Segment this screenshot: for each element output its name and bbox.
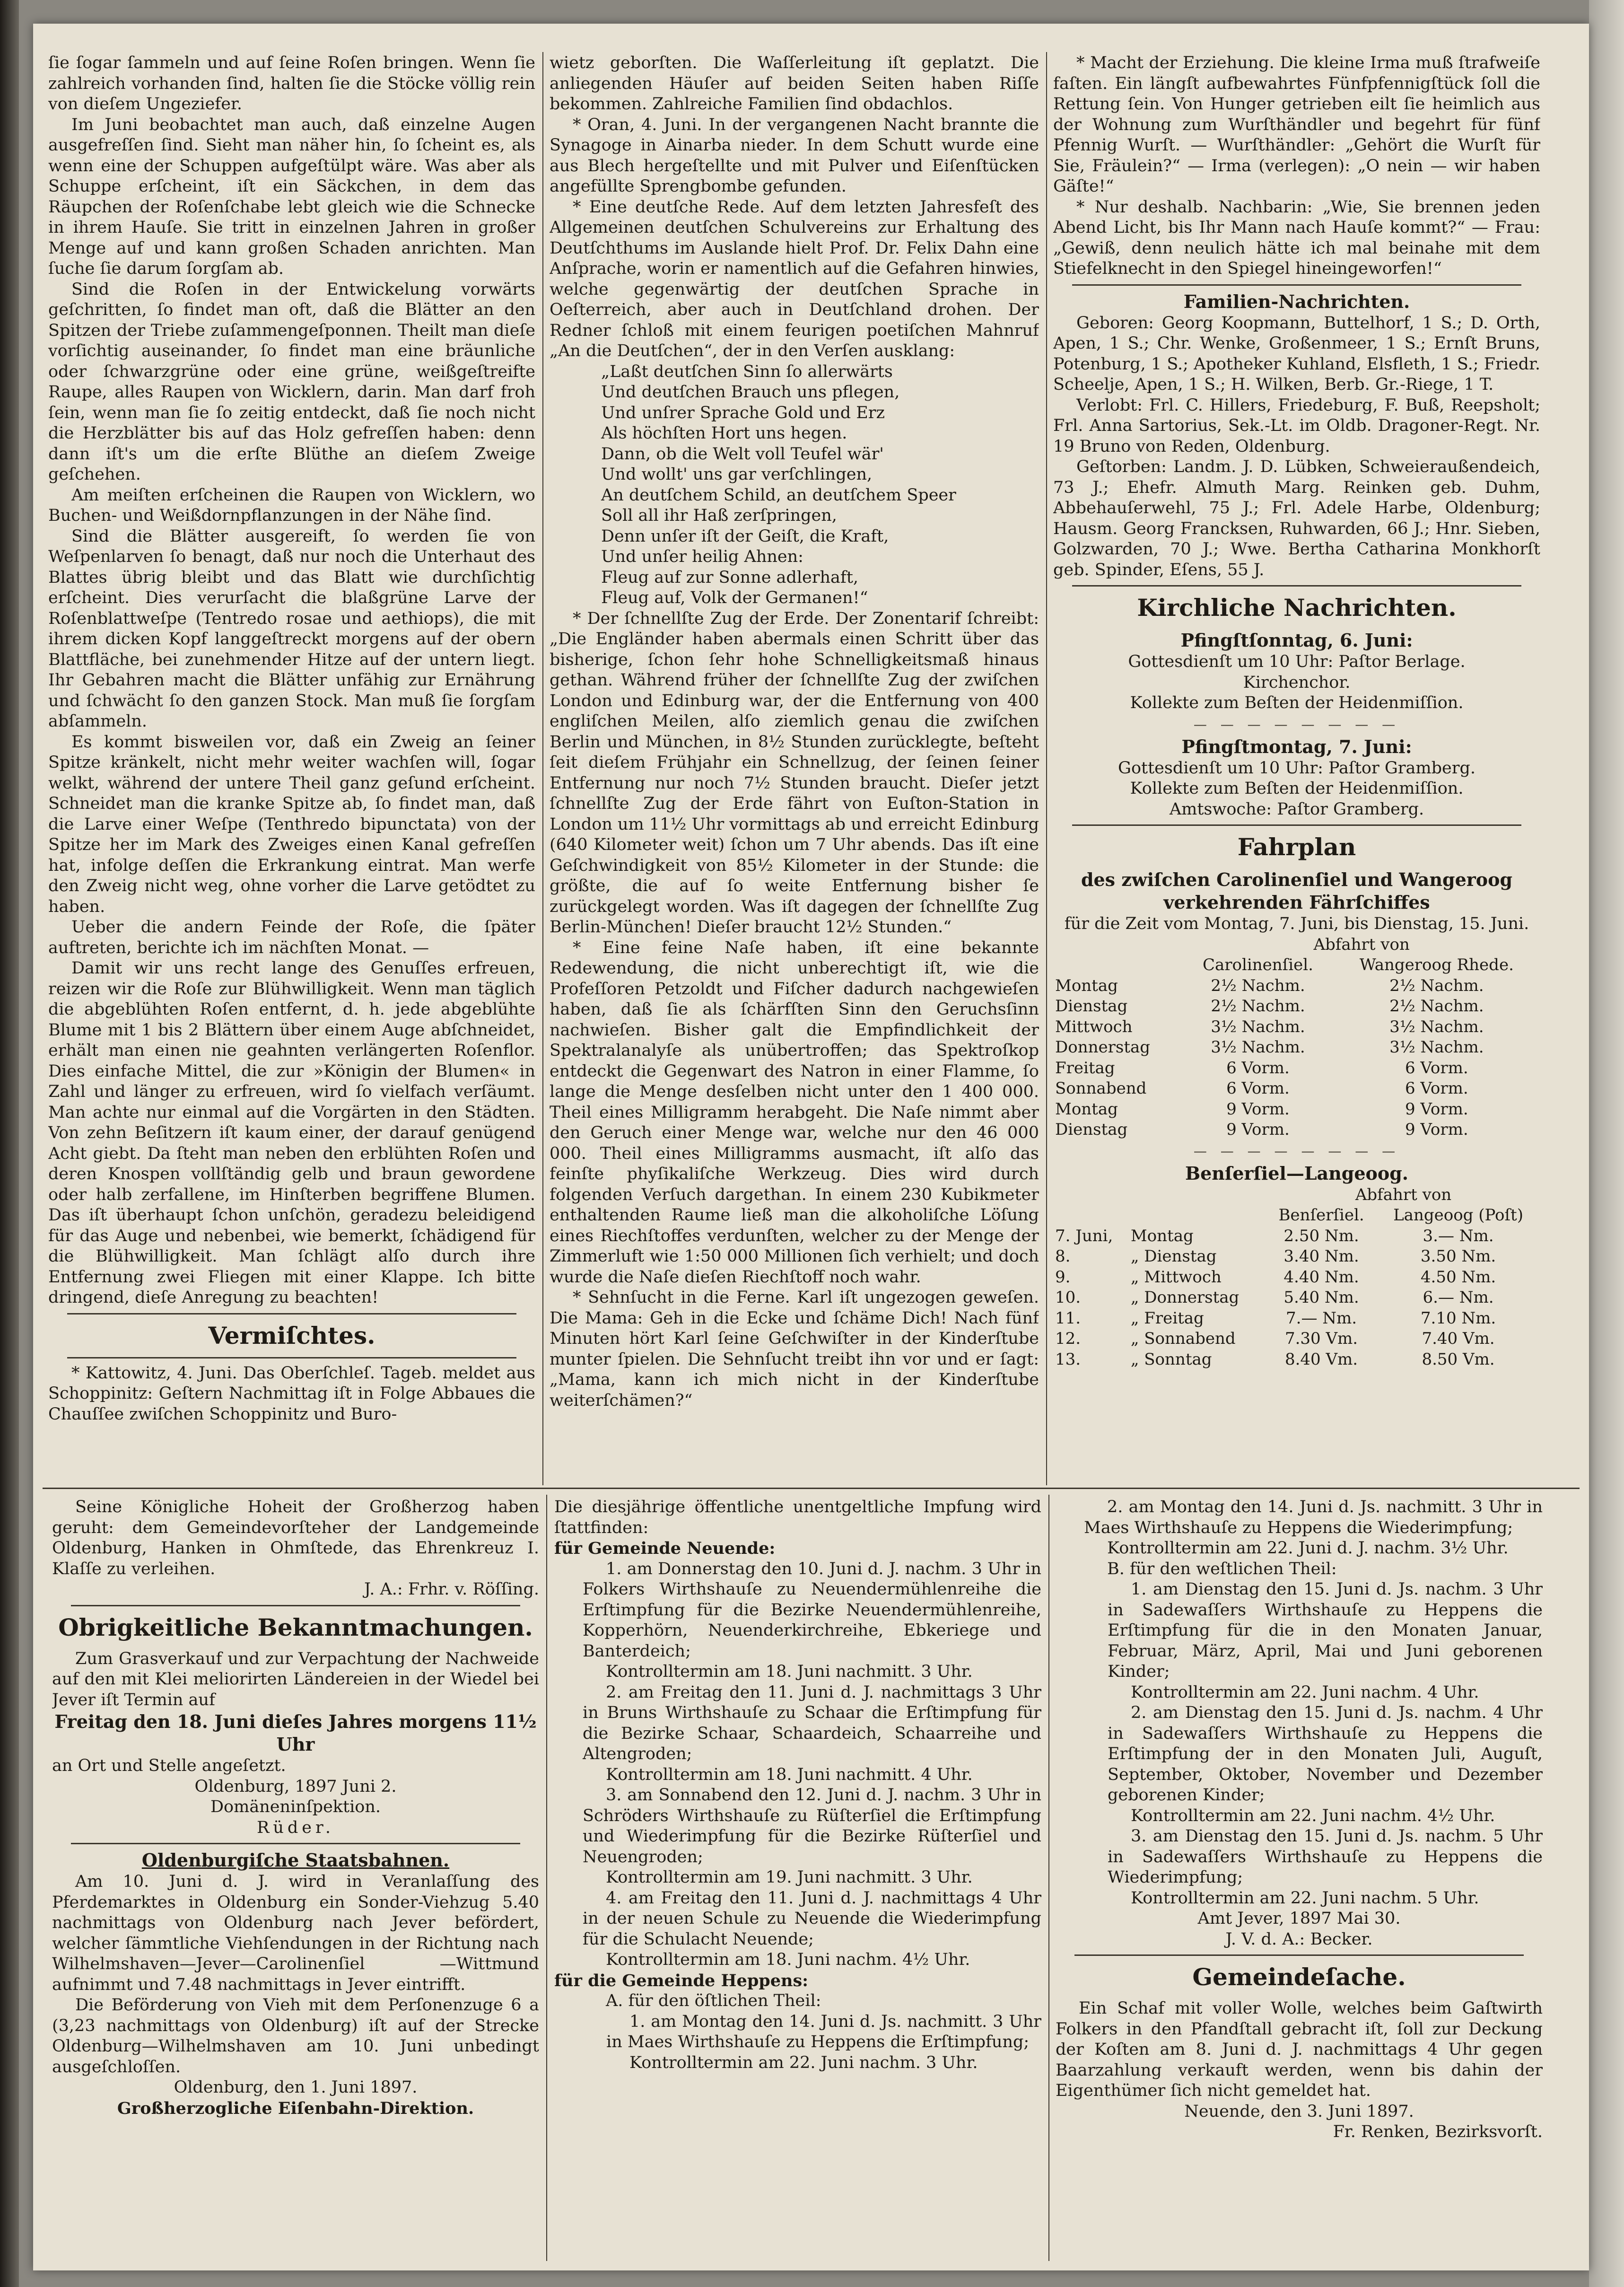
article-paragraph: * Eine deutſche Rede. Auf dem letzten Jahresfeſt des Allgemeinen deutſchen Schulvereins zur Erhaltung des Deutſchthums im Auslande hielt Prof. Dr. Felix Dahn eine Anſprache, worin er namentlich auf die Gefahren hinwies, welche gegenwärtig der deutſchen Sprache in Oeſterreich, aber auch in Deutſchland drohen. Der Redner ſchloß mit einem feurigen poetiſchen Mahnruf „An die Deutſchen“, der in den Verſen ausklang: — [550, 197, 1039, 360]
table-cell: 7.10 Nm. — [1420, 1308, 1496, 1328]
table-header: Abfahrt von — [1313, 935, 1410, 954]
table-cell: 3½ Nachm. — [1389, 1017, 1484, 1036]
article-paragraph: * Oran, 4. Juni. In der vergangenen Nacht brannte die Synagoge in Ainarba nieder. In dem Schutt wurde eine aus Blech hergeſtellte und mit Pulver und Eiſenſtücken angefüllte Sprengbombe gefunden. — [550, 115, 1039, 196]
impfung-item: 1. am Donnerstag den 10. Juni d. J. nachm. 3 Uhr in Folkers Wirthshauſe zu Neuendermühlenreihe die Erſtimpfung für die Bezirke Neuendermühlenreihe, Kopperhörn, Neuenderkirchreihe, Ebkeriege und Banterdeich; — [583, 1559, 1041, 1661]
table-row — [1053, 1099, 1540, 1120]
poem-line: Denn unſer iſt der Geiſt, die Kraft, — [601, 526, 889, 546]
gemeindesache-signature: Fr. Renken, Bezirksvorſt. — [1333, 2122, 1543, 2141]
article-paragraph: * Sehnſucht in die Ferne. Karl iſt ungezogen geweſen. Die Mama: Geh in die Ecke und ſchäme Dich! Nach fünf Minuten hört Karl ſeine Geſchwiſter in der Kinderſtube munter ſpielen. Die Sehnſucht treibt ihn vor und er ſagt: „Mama, kann ich mich nicht in der Kinderſtube weiterſchämen?“ — [550, 1288, 1039, 1410]
familien-gestorben: Geſtorben: Landm. J. D. Lübken, Schweieraußendeich, 73 J.; Ehefr. Almuth Marg. Reinken geb. Duhm, Abbehauſerwehl, 75 J.; Frl. Adele Harbe, Oldenburg; Hausm. Georg Francksen, Ruhwarden, 66 J.; Hnr. Sieben, Golzwarden, 70 J.; Wwe. Bertha Catharina Monkhorſt geb. Spinder, Eſens, 55 J. — [1053, 457, 1540, 579]
table-cell: 3½ Nachm. — [1211, 1017, 1305, 1036]
table-cell: 4.40 Nm. — [1283, 1267, 1359, 1287]
column-2 — [550, 53, 1039, 1479]
kontrolltermin: Kontrolltermin am 18. Juni nachmitt. 3 Uhr. — [606, 1662, 973, 1681]
table-row — [1053, 1226, 1540, 1247]
kontrolltermin: Kontrolltermin am 18. Juni nachm. 4½ Uhr. — [606, 1950, 970, 1969]
impfung-item: 3. am Dienstag den 15. Juni d. Js. nachm. 5 Uhr in Sadewaſſers Wirthshauſe zu Heppens die Wiederimpfung; — [1108, 1827, 1543, 1887]
bottom-column-3 — [1056, 1497, 1543, 2263]
table-cell: „ Freitag — [1130, 1308, 1204, 1328]
table-cell: 7.40 Vm. — [1422, 1329, 1495, 1348]
table-row — [1053, 1349, 1540, 1370]
table-cell: Freitag — [1055, 1058, 1115, 1078]
impfung-item: 3. am Sonnabend den 12. Juni d. J. nachm. 3 Uhr in Schröders Wirthshauſe zu Rüſterſiel die Erſtimpfung und Wiederimpfung für die Bezirke Rüſterſiel und Neuengroden; — [583, 1786, 1041, 1866]
impfung-item: 1. am Montag den 14. Juni d. Js. nachmitt. 3 Uhr in Maes Wirthshauſe zu Heppens die Erſtimpfung; — [606, 2012, 1041, 2051]
kontrolltermin: Kontrolltermin am 22. Juni d. J. nachm. 3½ Uhr. — [1107, 1539, 1509, 1558]
newspaper-page — [33, 24, 1589, 2270]
kontrolltermin: Kontrolltermin am 22. Juni nachm. 4½ Uhr. — [1131, 1806, 1495, 1825]
notice-signature: Großherzogliche Eiſenbahn-Direktion. — [117, 2098, 474, 2118]
poem-line: Und unſer heilig Ahnen: — [601, 547, 803, 566]
fahrplan-subtitle: des zwiſchen Carolinenſiel und Wangeroog verkehrenden Fährſchiffes — [1081, 869, 1513, 913]
table-cell: 9 Vorm. — [1226, 1120, 1290, 1139]
impfung-item: 2. am Montag den 14. Juni d. Js. nachmitt. 3 Uhr in Maes Wirthshauſe zu Heppens die Wiederimpfung; — [1084, 1498, 1543, 1537]
impfung-item: 2. am Dienstag den 15. Juni d. Js. nachm. 4 Uhr in Sadewaſſers Wirthshauſe zu Heppens die Erſtimpfung der in den Monaten Juli, Auguſt, September, Oktober, November und Dezember geborenen Kinder; — [1108, 1703, 1543, 1805]
table-row — [1053, 1120, 1540, 1140]
gemeindesache-heading: Gemeindeſache. — [1192, 1963, 1406, 1991]
table-row — [1053, 1017, 1540, 1038]
gemeinde-neuende-heading: für Gemeinde Neuende: — [554, 1539, 776, 1558]
column-rule — [546, 1495, 547, 2261]
royal-notice-signature: J. A.: Frhr. v. Röſſing. — [364, 1580, 539, 1599]
article-paragraph: Sind die Blätter ausgereift, ſo werden ſie von Weſpenlarven ſo benagt, daß nur noch die Unterhaut des Blattes übrig bleibt und das Blatt wie durchſichtig erſcheint. Dies verurſacht die blaßgrüne Larve der Roſenblattweſpe (Tentredo rosae und aethiops), die mit ihrem dicken Kopf langgeſtreckt morgens auf der obern Blattfläche, bei zunehmender Hitze auf der untern liegt. Ihr Gebahren macht die Blätter unfähig zur Ernährung und ſchwächt ſo den ganzen Stock. Man muß ſie ſorgſam abſammeln. — [48, 526, 535, 731]
table-header: Langeoog (Poſt) — [1393, 1206, 1523, 1225]
table-row — [1053, 1078, 1540, 1099]
table-cell: „ Mittwoch — [1130, 1267, 1222, 1287]
bensersiel-schedule-table — [1053, 1185, 1540, 1370]
service-line: Gottesdienſt um 10 Uhr: Paſtor Berlage. — [1128, 652, 1466, 671]
table-row — [1053, 1037, 1540, 1058]
familien-verlobt: Verlobt: Frl. C. Hillers, Friedeburg, F. Buß, Reepsholt; Frl. Anna Sartorius, Sek.-Lt. im Oldb. Dragoner-Regt. Nr. 19 Bruno von Reden, Oldenburg. — [1053, 395, 1540, 456]
notice-date: Freitag den 18. Juni dieſes Jahres morgens 11½ Uhr — [54, 1711, 537, 1755]
bottom-column-1 — [52, 1497, 539, 2263]
table-cell: 3.40 Nm. — [1283, 1247, 1359, 1266]
article-paragraph: wietz geborſten. Die Waſſerleitung iſt geplatzt. Die anliegenden Häuſer auf beiden Seiten haben Riſſe bekommen. Zahlreiche Familien ſind obdachlos. — [550, 53, 1039, 114]
page-edge — [1589, 0, 1624, 2287]
service-line: Gottesdienſt um 10 Uhr: Paſtor Gramberg. — [1118, 758, 1476, 778]
table-cell: 8. — [1055, 1247, 1071, 1266]
pfingstsonntag-heading: Pfingſtſonntag, 6. Juni: — [1180, 630, 1413, 651]
table-header: Carolinenſiel. — [1202, 955, 1313, 974]
article-paragraph: ſie ſogar ſammeln und auf ſeine Roſen bringen. Wenn ſie zahlreich vorhanden ſind, halten ſie die Stöcke völlig rein von dieſem Ungeziefer. — [48, 53, 535, 114]
divider-dashes: — — — — — — — — — [1193, 716, 1400, 732]
gemeinde-heppens-heading: für die Gemeinde Heppens: — [554, 1971, 809, 1990]
table-cell: „ Donnerstag — [1130, 1288, 1240, 1307]
kontrolltermin: Kontrolltermin am 22. Juni nachm. 4 Uhr. — [1131, 1682, 1479, 1702]
vermischtes-heading: Vermiſchtes. — [208, 1321, 375, 1349]
table-cell: 13. — [1055, 1349, 1081, 1369]
kontrolltermin: Kontrolltermin am 19. Juni nachmitt. 3 Uhr. — [606, 1868, 973, 1887]
notice-office: Domäneninſpektion. — [210, 1797, 381, 1816]
fahrplan-heading: Fahrplan — [1237, 833, 1356, 861]
table-row — [1053, 1058, 1540, 1079]
article-paragraph: Sind die Roſen in der Entwickelung vorwärts geſchritten, ſo findet man oft, daß die Blätter an den Spitzen der Triebe zuſammengeſponnen. Theilt man dieſe vorſichtig auseinander, ſo findet man eine bräunliche oder ſchwarzgrüne oder eine grüne, weißgeſtreifte Raupe, alles Raupen von Wicklern, darin. Man darf froh ſein, wenn man ſie ſo zeitig entdeckt, daß ſie noch nicht die Herzblätter bis auf das Holz gefreſſen haben: denn dann iſt's um die erſte Blüthe an dieſem Zweige geſchehen. — [48, 280, 535, 484]
table-cell: 4.50 Nm. — [1420, 1267, 1496, 1287]
notice-city: Oldenburg, 1897 Juni 2. — [194, 1777, 397, 1796]
notice-place: an Ort und Stelle angeſetzt. — [52, 1756, 286, 1775]
impfung-item: 4. am Freitag den 11. Juni d. J. nachmittags 4 Uhr in der neuen Schule zu Neuende die Wiederimpfung für die Schulacht Neuende; — [583, 1888, 1041, 1949]
table-cell: 6 Vorm. — [1226, 1079, 1290, 1098]
section-divider — [1072, 284, 1521, 286]
table-row — [1053, 1246, 1540, 1267]
table-cell: 12. — [1055, 1329, 1081, 1348]
column-rule — [1046, 52, 1047, 1485]
table-cell: 9. — [1055, 1267, 1071, 1287]
poem-line: Und wollt' uns gar verſchlingen, — [601, 465, 873, 484]
kontrolltermin: Kontrolltermin am 22. Juni nachm. 3 Uhr. — [629, 2053, 978, 2072]
amt-signature: J. V. d. A.: Becker. — [1225, 1929, 1373, 1949]
table-cell: 7.— Nm. — [1286, 1308, 1357, 1328]
table-cell: 9 Vorm. — [1405, 1120, 1468, 1139]
table-cell: 7. Juni, — [1055, 1226, 1113, 1245]
section-divider — [1072, 824, 1521, 826]
impfung-item: 1. am Dienstag den 15. Juni d. Js. nachm. 3 Uhr in Sadewaſſers Wirthshauſe zu Heppens die Erſtimpfung für die in den Monaten Januar, Februar, März, April, Mai und Juni geborenen Kinder; — [1108, 1580, 1543, 1681]
gemeindesache-date: Neuende, den 3. Juni 1897. — [1184, 2102, 1414, 2121]
pfingstmontag-heading: Pfingſtmontag, 7. Juni: — [1181, 736, 1412, 757]
familien-heading: Familien-Nachrichten. — [1183, 290, 1410, 312]
table-cell: 2½ Nachm. — [1211, 997, 1305, 1016]
poem-line: Fleug auf zur Sonne adlerhaft, — [601, 568, 859, 587]
article-paragraph: Damit wir uns recht lange des Genuſſes erfreuen, reizen wir die Roſe zur Blühwilligkeit. Wenn man täglich die abgeblühten Roſen entfernt, d. h. jede abgeblühte Blume mit 1 bis 2 Blättern über einem Auge abſchneidet, erhält man einen nie geahnten verlängerten Roſenflor. Dies einfache Mittel, die zur »Königin der Blumen« in Zahl und länger zu erfreuen, wird ſo vielfach verſäumt. Man achte nur einmal auf die Vorgärten in den Städten. Von zehn Beſitzern iſt kaum einer, der darauf genügend Acht giebt. Da ſteht man neben den erblühten Roſen und deren Knospen vollſtändig gelb und braun gewordene oder halb zerfallene, im Hinſterben begriffene Blumen. Das iſt überhaupt ſchon unſchön, geradezu beleidigend für das Auge und nebenbei, wie bemerkt, ſchädigend für die Blühwilligkeit. Man ſchlägt alſo durch ihre Entfernung zwei Fliegen mit einer Klappe. Ich bitte dringend, dieſe Anregung zu beachten! — [48, 959, 535, 1307]
service-line: Amtswoche: Paſtor Gramberg. — [1169, 799, 1424, 819]
table-cell: Montag — [1055, 1099, 1118, 1119]
table-header: Benſerſiel. — [1278, 1206, 1364, 1225]
table-cell: Montag — [1130, 1226, 1194, 1245]
gemeindesache-text: Ein Schaf mit voller Wolle, welches beim Gaſtwirth Folkers in den Pfandſtall gebracht iſt, ſoll zur Deckung der Koſten am 8. Juni d. J. nachmittags 4 Uhr gegen Baarzahlung verkauft werden, wenn bis dahin der Eigenthümer ſich nicht gemeldet hat. — [1056, 1999, 1543, 2100]
poem-line: Dann, ob die Welt voll Teufel wär' — [601, 444, 884, 464]
section-divider — [1074, 1954, 1524, 1956]
table-row — [1053, 1308, 1540, 1329]
poem-line: Und deutſchen Brauch uns pflegen, — [601, 383, 900, 402]
table-cell: „ Dienstag — [1130, 1247, 1217, 1266]
article-paragraph: * Nur deshalb. Nachbarin: „Wie, Sie brennen jeden Abend Licht, bis Ihr Mann nach Hauſe kommt?“ — Frau: „Gewiß, denn neulich hätte ich mal beinahe mit dem Stiefelknecht in den Spiegel hineingeworfen!“ — [1053, 197, 1540, 278]
table-cell: 6 Vorm. — [1405, 1058, 1468, 1078]
poem — [550, 362, 1039, 609]
notice-name: Rüder. — [256, 1818, 335, 1837]
table-cell: 6 Vorm. — [1226, 1058, 1290, 1078]
divider-dashes: — — — — — — — — — [1193, 1143, 1400, 1159]
kirchliche-heading: Kirchliche Nachrichten. — [1137, 594, 1457, 622]
section-divider — [71, 1843, 520, 1844]
article-paragraph: Im Juni beobachtet man auch, daß einzelne Augen ausgefreſſen ſind. Sieht man näher hin, ſo ſcheint es, als wenn eine der Schuppen aufgeſtülpt wäre. Was aber als Schuppe erſcheint, iſt ein Säckchen, in dem das Räupchen der Roſenſchabe lebt gleich wie die Schnecke in ihrem Hauſe. Sie tritt in einzelnen Jahren in großer Menge auf und kann großen Schaden anrichten. Man ſuche ſie darum ſorgſam ab. — [48, 115, 535, 278]
poem-line: Fleug auf, Volk der Germanen!“ — [601, 588, 868, 607]
section-divider — [71, 1605, 520, 1606]
book-binding — [0, 0, 19, 2287]
table-row — [1053, 1288, 1540, 1308]
impfung-intro: Die diesjährige öffentliche unentgeltliche Impfung wird ſtattfinden: — [554, 1498, 1041, 1537]
column-3 — [1053, 53, 1540, 1479]
table-cell: 2½ Nachm. — [1389, 976, 1484, 995]
table-cell: 3½ Nachm. — [1389, 1038, 1484, 1057]
column-rule — [542, 52, 543, 1485]
table-cell: 7.30 Vm. — [1284, 1329, 1358, 1348]
table-cell: 3½ Nachm. — [1211, 1038, 1305, 1057]
section-divider — [67, 1357, 516, 1358]
poem-line: Soll all ihr Haß zerſpringen, — [601, 506, 837, 525]
table-header: Wangeroog Rhede. — [1359, 955, 1514, 974]
table-cell: 6 Vorm. — [1405, 1079, 1468, 1098]
table-cell: 9 Vorm. — [1226, 1099, 1290, 1119]
column-rule — [1048, 1495, 1049, 2261]
obrigkeitliche-heading: Obrigkeitliche Bekanntmachungen. — [58, 1613, 533, 1641]
royal-notice: Seine Königliche Hoheit der Großherzog haben geruht: dem Gemeindevorſteher der Landgemeinde Oldenburg, Hanken in Ohmſtede, das Ehrenkreuz I. Klaſſe zu verleihen. — [52, 1498, 539, 1578]
table-cell: 2½ Nachm. — [1389, 997, 1484, 1016]
table-row — [1053, 976, 1540, 997]
service-line: Kollekte zum Beſten der Heidenmiſſion. — [1130, 779, 1464, 798]
notice-text: Am 10. Juni d. J. wird in Veranlaſſung des Pferdemarktes in Oldenburg ein Sonder-Viehzug 5.40 nachmittags von Oldenburg nach Jever befördert, welcher ſämmtliche Viehſendungen in der Richtung nach Wilhelmshaven—Jever—Carolinenſiel —Wittmund aufnimmt und 7.48 nachmittags in Jever eintrifft. — [52, 1872, 539, 1994]
poem-line: Als höchſten Hort uns hegen. — [601, 424, 847, 443]
table-cell: 11. — [1055, 1308, 1081, 1328]
bensersiel-heading: Benſerſiel—Langeoog. — [1185, 1162, 1409, 1184]
article-paragraph: Ueber die andern Feinde der Roſe, die ſpäter auftreten, berichte ich im nächſten Monat. — — [48, 918, 535, 957]
table-cell: 3.50 Nm. — [1420, 1247, 1496, 1266]
poem-line: „Laßt deutſchen Sinn ſo allerwärts — [601, 362, 893, 381]
table-cell: Montag — [1055, 976, 1118, 995]
service-line: Kollekte zum Beſten der Heidenmiſſion. — [1130, 693, 1464, 712]
table-cell: „ Sonnabend — [1130, 1329, 1236, 1348]
notice-text: Zum Grasverkauf und zur Verpachtung der Nachweide auf den mit Klei meliorirten Ländereien in der Wiedel bei Jever iſt Termin auf — [52, 1649, 539, 1709]
column-1 — [48, 53, 535, 1479]
table-cell: Mittwoch — [1055, 1017, 1133, 1036]
table-cell: 9 Vorm. — [1405, 1099, 1468, 1119]
heppens-east-heading: A. für den öſtlichen Theil: — [606, 1991, 821, 2010]
table-cell: 2.50 Nm. — [1283, 1226, 1359, 1245]
table-cell: Dienstag — [1055, 997, 1128, 1016]
kontrolltermin: Kontrolltermin am 22. Juni nachm. 5 Uhr. — [1131, 1888, 1479, 1908]
table-row — [1053, 1267, 1540, 1288]
horizontal-rule — [43, 1488, 1580, 1489]
poem-line: An deutſchem Schild, an deutſchem Speer — [601, 485, 956, 505]
ferry-schedule-table — [1053, 935, 1540, 1140]
section-divider — [67, 1313, 516, 1314]
familien-geboren: Geboren: Georg Koopmann, Buttelhorf, 1 S.; D. Orth, Apen, 1 S.; Chr. Wenke, Großenmeer, 1 S.; Ernſt Bruns, Potenburg, 1 S.; Apotheker Kuhland, Elsfleth, 1 S.; Friedr. Scheelje, Apen, 1 S.; H. Wilken, Berb. Gr.-Riege, 1 T. — [1053, 313, 1540, 394]
table-cell: Dienstag — [1055, 1120, 1128, 1139]
fahrplan-period: für die Zeit vom Montag, 7. Juni, bis Dienstag, 15. Juni. — [1064, 914, 1529, 933]
article-paragraph: Am meiſten erſcheinen die Raupen von Wicklern, wo Buchen- und Weißdornpflanzungen in der Nähe ſind. — [48, 485, 535, 525]
table-row — [1053, 996, 1540, 1017]
table-row — [1053, 1329, 1540, 1349]
table-cell: 2½ Nachm. — [1211, 976, 1305, 995]
article-paragraph: * Eine feine Naſe haben, iſt eine bekannte Redewendung, die nicht unberechtigt iſt, wie die Profeſſoren Petzoldt und Fiſcher dadurch nachgewieſen haben, daß ſie als ſchärfſten Sinn den Geruchsſinn nachwieſen. Bisher galt die Empfindlichkeit der Spektralanalyſe als unübertroffen; das Spektroſkop entdeckt die Gegenwart des Natron in einer Flamme, ſo lange die Menge desſelben nicht unter den 1 400 000. Theil eines Milligramm herabgeht. Die Naſe nimmt aber den Geruch einer Menge war, welche nur den 46 000 000. Theil eines Milligramms ausmacht, iſt alſo das feinſte phyſikaliſche Werkzeug. Dies wird durch folgenden Verſuch dargethan. In einem 230 Kubikmeter enthaltenden Raume ließ man die alkoholiſche Löſung eines Riechſtoffes verdunſten, welcher zu der Menge der Zimmerluft wie 1:50 000 Millionen ſich verhielt; und doch wurde die Naſe dieſen Riechſtoff noch wahr. — [550, 938, 1039, 1287]
kattowitz-paragraph: * Kattowitz, 4. Juni. Das Oberſchleſ. Tageb. meldet aus Schoppinitz: Geſtern Nachmittag iſt in Folge Abbaues die Chauſſee zwiſchen Schoppinitz und Buro- — [48, 1363, 535, 1424]
table-cell: Sonnabend — [1055, 1079, 1147, 1098]
impfung-item: 2. am Freitag den 11. Juni d. J. nachmittags 3 Uhr in Bruns Wirthshauſe zu Schaar die Erſtimpfung für die Bezirke Schaar, Schaardeich, Schaarreihe und Altengroden; — [583, 1682, 1041, 1763]
article-paragraph: * Der ſchnellſte Zug der Erde. Der Zonentarif ſchreibt: „Die Engländer haben abermals einen Schritt über das bisherige, ſchon ſehr hohe Schnelligkeitsmaß hinaus gethan. Während früher der ſchnellſte Zug der zwiſchen London und Edinburg war, der die Entfernung von 400 engliſchen Meilen, alſo ziemlich genau die zwiſchen Berlin und München, in 8½ Stunden zurücklegte, beſteht ſeit dieſem Frühjahr ein Schnellzug, der ſeinen ſeiner Entfernung nur noch 7½ Stunden braucht. Dieſer jetzt ſchnellſte Zug der Erde fährt von Euſton-Station in London um 11½ Uhr vormittags ab und erreicht Edinburg (640 Kilometer weit) ſchon um 7 Uhr abends. Das iſt eine Geſchwindigkeit von 85½ Kilometer in der Stunde: die größte, die auf ſo weite Entfernung bisher ſe zurückgelegt worden. Was iſt dagegen der ſchnellſte Zug Berlin-München! Dieſer braucht 12½ Stunden.“ — [550, 609, 1039, 937]
poem-line: Und unſrer Sprache Gold und Erz — [601, 403, 885, 422]
staatsbahnen-heading: Oldenburgiſche Staatsbahnen. — [141, 1849, 450, 1871]
bottom-column-2 — [554, 1497, 1041, 2263]
article-paragraph: * Macht der Erziehung. Die kleine Irma muß ſtrafweiſe faſten. Ein längſt aufbewahrtes Fünfpfennigſtück ſoll die Rettung ſein. Von Hunger getrieben eilt ſie heimlich aus der Wohnung zum Wurſthändler und begehrt für fünf Pfennig Wurſt. — Wurſthändler: „Gehört die Wurſt für Sie, Fräulein?“ — Irma (verlegen): „O nein — wir haben Gäſte!“ — [1053, 53, 1540, 196]
table-cell: 8.40 Vm. — [1284, 1349, 1358, 1369]
table-cell: 10. — [1055, 1288, 1081, 1307]
table-cell: 3.— Nm. — [1423, 1226, 1494, 1245]
table-cell: 5.40 Nm. — [1283, 1288, 1359, 1307]
table-cell: 8.50 Vm. — [1422, 1349, 1495, 1369]
table-cell: „ Sonntag — [1130, 1349, 1212, 1369]
kontrolltermin: Kontrolltermin am 18. Juni nachmitt. 4 Uhr. — [606, 1765, 973, 1784]
service-line: Kirchenchor. — [1243, 673, 1351, 692]
notice-text: Die Beförderung von Vieh mit dem Perſonenzuge 6 a (3,23 nachmittags von Oldenburg) iſt auf der Strecke Oldenburg—Wilhelmshaven am 10. Juni unbedingt ausgeſchloſſen. — [52, 1996, 539, 2077]
heppens-west-heading: B. für den weſtlichen Theil: — [1107, 1559, 1337, 1578]
amt-date: Amt Jever, 1897 Mai 30. — [1197, 1909, 1401, 1928]
table-cell: 6.— Nm. — [1423, 1288, 1494, 1307]
article-paragraph: Es kommt bisweilen vor, daß ein Zweig an ſeiner Spitze kränkelt, nicht mehr weiter wachſen will, ſogar welkt, während der untere Theil ganz geſund erſcheint. Schneidet man die kranke Spitze ab, ſo findet man, daß die Larve einer Weſpe (Tenthredo bipunctata) von der Spitze her im Mark des Zweiges einen Kanal gefreſſen hat, infolge deſſen die Erkrankung eintrat. Man werfe den Zweig nicht weg, ohne vorher die Larve getödtet zu haben. — [48, 732, 535, 916]
section-divider — [1072, 585, 1521, 587]
table-header: Abfahrt von — [1355, 1185, 1452, 1204]
notice-date: Oldenburg, den 1. Juni 1897. — [174, 2078, 418, 2097]
table-cell: Donnerstag — [1055, 1038, 1151, 1057]
